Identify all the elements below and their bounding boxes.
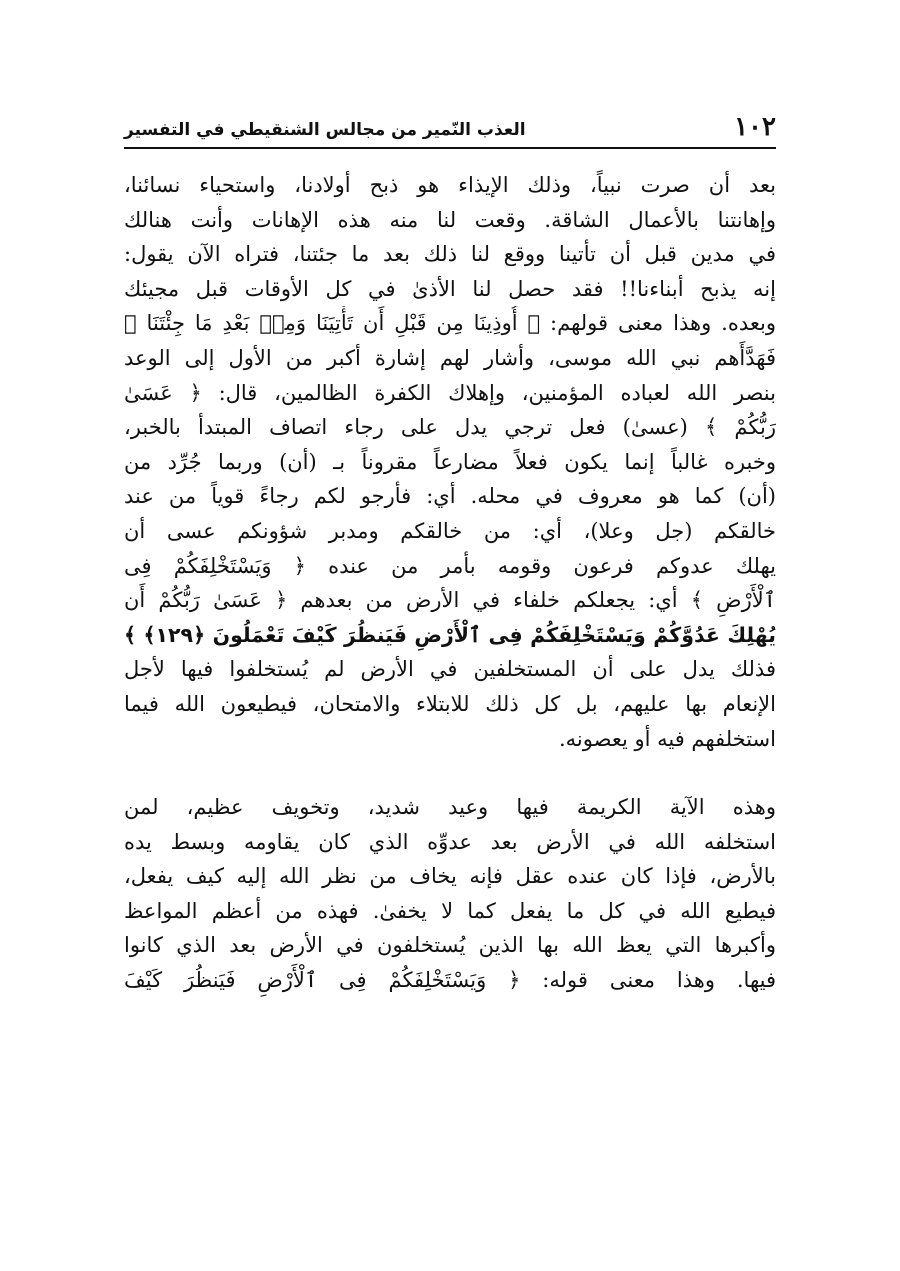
text-line: استخلفه الله في الأرض بعد عدوِّه الذي كان يقاومه وبسط يده bbox=[124, 829, 776, 854]
paragraph-2 bbox=[124, 790, 776, 998]
text-line: (أن) كما هو معروف في محله. أي: فأرجو لكم رجاءً قوياً من عند bbox=[124, 484, 776, 509]
text-line: خالقكم (جل وعلا)، أي: من خالقكم ومدبر شؤونكم عسى أن bbox=[124, 518, 776, 543]
text-line: بالأرض، فإذا كان عنده عقل فإنه يخاف من نظر الله إليه كيف يفعل، bbox=[124, 864, 776, 889]
body-text bbox=[124, 168, 776, 998]
text-line: فَهَدَّأَهم نبي الله موسى، وأشار لهم إشارة أكبر من الأول إلى الوعد bbox=[124, 345, 776, 370]
text-line: فيطيع الله في كل ما يفعل كما لا يخفىٰ. فهذه من أعظم المواعظ bbox=[124, 898, 776, 923]
header-divider bbox=[124, 147, 776, 149]
text-line: في مدين قبل أن تأتينا ووقع لنا ذلك بعد ما جئتنا، فتراه الآن يقول: bbox=[124, 242, 776, 267]
text-line: فذلك يدل على أن المستخلفين في الأرض لم يُستخلفوا فيها لأجل bbox=[124, 657, 776, 682]
running-header bbox=[124, 108, 776, 142]
text-line: وأكبرها التي يعظ الله بها الذين يُستخلفون في الأرض بعد الذي كانوا bbox=[124, 933, 776, 958]
text-line: وهذه الآية الكريمة فيها وعيد شديد، وتخويف عظيم، لمن bbox=[124, 795, 776, 820]
text-line-with-verse: ٱلْأَرْضِ ﴾ أي: يجعلكم خلفاء في الأرض من بعدهم ﴿ عَسَىٰ رَبُّكُمْ أَن bbox=[124, 588, 776, 613]
text-line: الإنعام بها عليهم، بل كل ذلك للابتلاء والامتحان، فيطيعون الله فيما bbox=[124, 691, 776, 716]
text-line: بعد أن صرت نبياً، وذلك الإيذاء هو ذبح أولادنا، واستحياء نسائنا، bbox=[124, 173, 776, 197]
page-number: ١٠٢ bbox=[734, 112, 776, 142]
text-line-with-verse: يهلك عدوكم فرعون وقومه بأمر من عنده ﴿ وَيَسْتَخْلِفَكُمْ فِى bbox=[124, 553, 776, 578]
text-line: وخبره غالباً إنما يكون فعلاً مضارعاً مقروناً بـ (أن) وربما جُرِّد من bbox=[124, 449, 776, 474]
text-line-with-verse: وبعده. وهذا معنى قولهم: ﴿ أُوذِينَا مِن قَبْلِ أَن تَأْتِيَنَا وَمِنۢ بَعْدِ مَا جِئْتَنَا ﴾ bbox=[124, 311, 776, 336]
text-line-with-verse: رَبُّكُمْ ﴾ (عسىٰ) فعل ترجي يدل على رجاء اتصاف المبتدأ بالخبر، bbox=[124, 415, 776, 440]
paragraph-1 bbox=[124, 168, 776, 756]
text-line: وإهانتنا بالأعمال الشاقة. وقعت لنا منه هذه الإهانات وأنت هنالك bbox=[124, 207, 776, 232]
text-line: إنه يذبح أبناءنا!! فقد حصل لنا الأذىٰ في كل الأوقات قبل مجيئك bbox=[124, 276, 776, 301]
text-line-with-verse: فيها. وهذا معنى قوله: ﴿ وَيَسْتَخْلِفَكُمْ فِى ٱلْأَرْضِ فَيَنظُرَ كَيْفَ bbox=[124, 968, 776, 993]
quran-verse-line: يُهْلِكَ عَدُوَّكُمْ وَيَسْتَخْلِفَكُمْ فِى ٱلْأَرْضِ فَيَنظُرَ كَيْفَ تَعْمَلُونَ ﴿١٢٩﴾ ﴾ bbox=[124, 622, 776, 647]
text-line: استخلفهم فيه أو يعصونه. bbox=[558, 726, 776, 751]
paragraph-spacer bbox=[124, 756, 776, 790]
book-title: العذب النّمير من مجالس الشنقيطي في التفسير bbox=[124, 120, 526, 140]
text-line-with-verse: بنصر الله لعباده المؤمنين، وإهلاك الكفرة الظالمين، قال: ﴿ عَسَىٰ bbox=[124, 380, 776, 405]
